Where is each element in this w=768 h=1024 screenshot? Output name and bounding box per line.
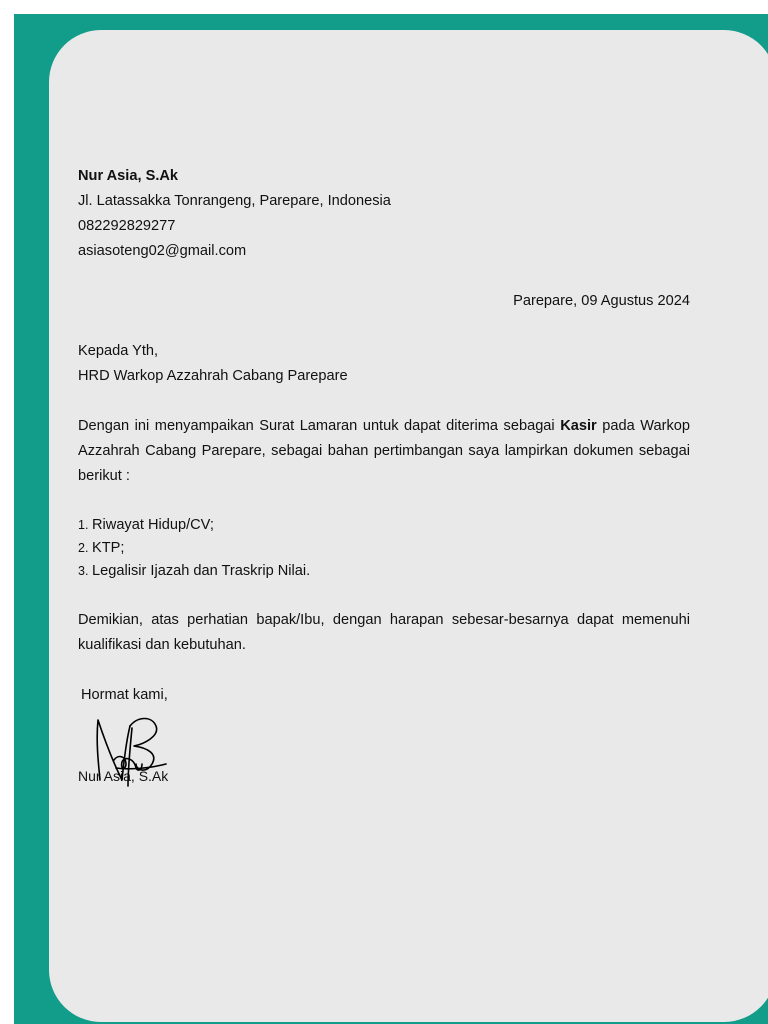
list-item xyxy=(78,514,690,537)
intro-text-after: pada Warkop Azzahrah Cabang Parepare, sebagai bahan pertimbangan saya lampirkan dokumen sebagai berikut : xyxy=(78,418,690,484)
list-text: Riwayat Hidup/CV; xyxy=(92,517,214,533)
intro-paragraph xyxy=(78,414,690,489)
letter-content xyxy=(78,164,690,798)
list-text: Legalisir Ijazah dan Traskrip Nilai. xyxy=(92,563,311,579)
list-item xyxy=(78,537,690,560)
handwritten-signature xyxy=(86,708,176,788)
recipient-salutation: Kepada Yth, xyxy=(78,343,159,359)
recipient-block xyxy=(78,339,690,389)
letter-date: Parepare, 09 Agustus 2024 xyxy=(513,293,690,309)
sender-address: Jl. Latassakka Tonrangeng, Parepare, Indonesia xyxy=(78,193,391,209)
list-text: KTP; xyxy=(92,540,125,556)
recipient-name: HRD Warkop Azzahrah Cabang Parepare xyxy=(78,368,348,384)
closing-paragraph: Demikian, atas perhatian bapak/Ibu, dengan harapan sebesar-besarnya dapat memenuhi kualifikasi dan kebutuhan. xyxy=(78,612,690,653)
applied-position: Kasir xyxy=(560,418,597,434)
sender-name: Nur Asia, S.Ak xyxy=(78,168,179,184)
sender-block xyxy=(78,164,690,264)
sender-email: asiasoteng02@gmail.com xyxy=(78,243,247,259)
list-number: 2. xyxy=(78,541,89,555)
sender-phone: 082292829277 xyxy=(78,218,176,234)
closing-salutation: Hormat kami, xyxy=(81,687,168,703)
document-list xyxy=(78,514,690,583)
signature-block xyxy=(78,708,690,798)
intro-text-before: Dengan ini menyampaikan Surat Lamaran untuk dapat diterima sebagai xyxy=(78,418,561,434)
list-number: 3. xyxy=(78,564,89,578)
list-item xyxy=(78,560,690,583)
signer-name: Nur Asia, S.Ak xyxy=(78,768,169,784)
list-number: 1. xyxy=(78,518,89,532)
